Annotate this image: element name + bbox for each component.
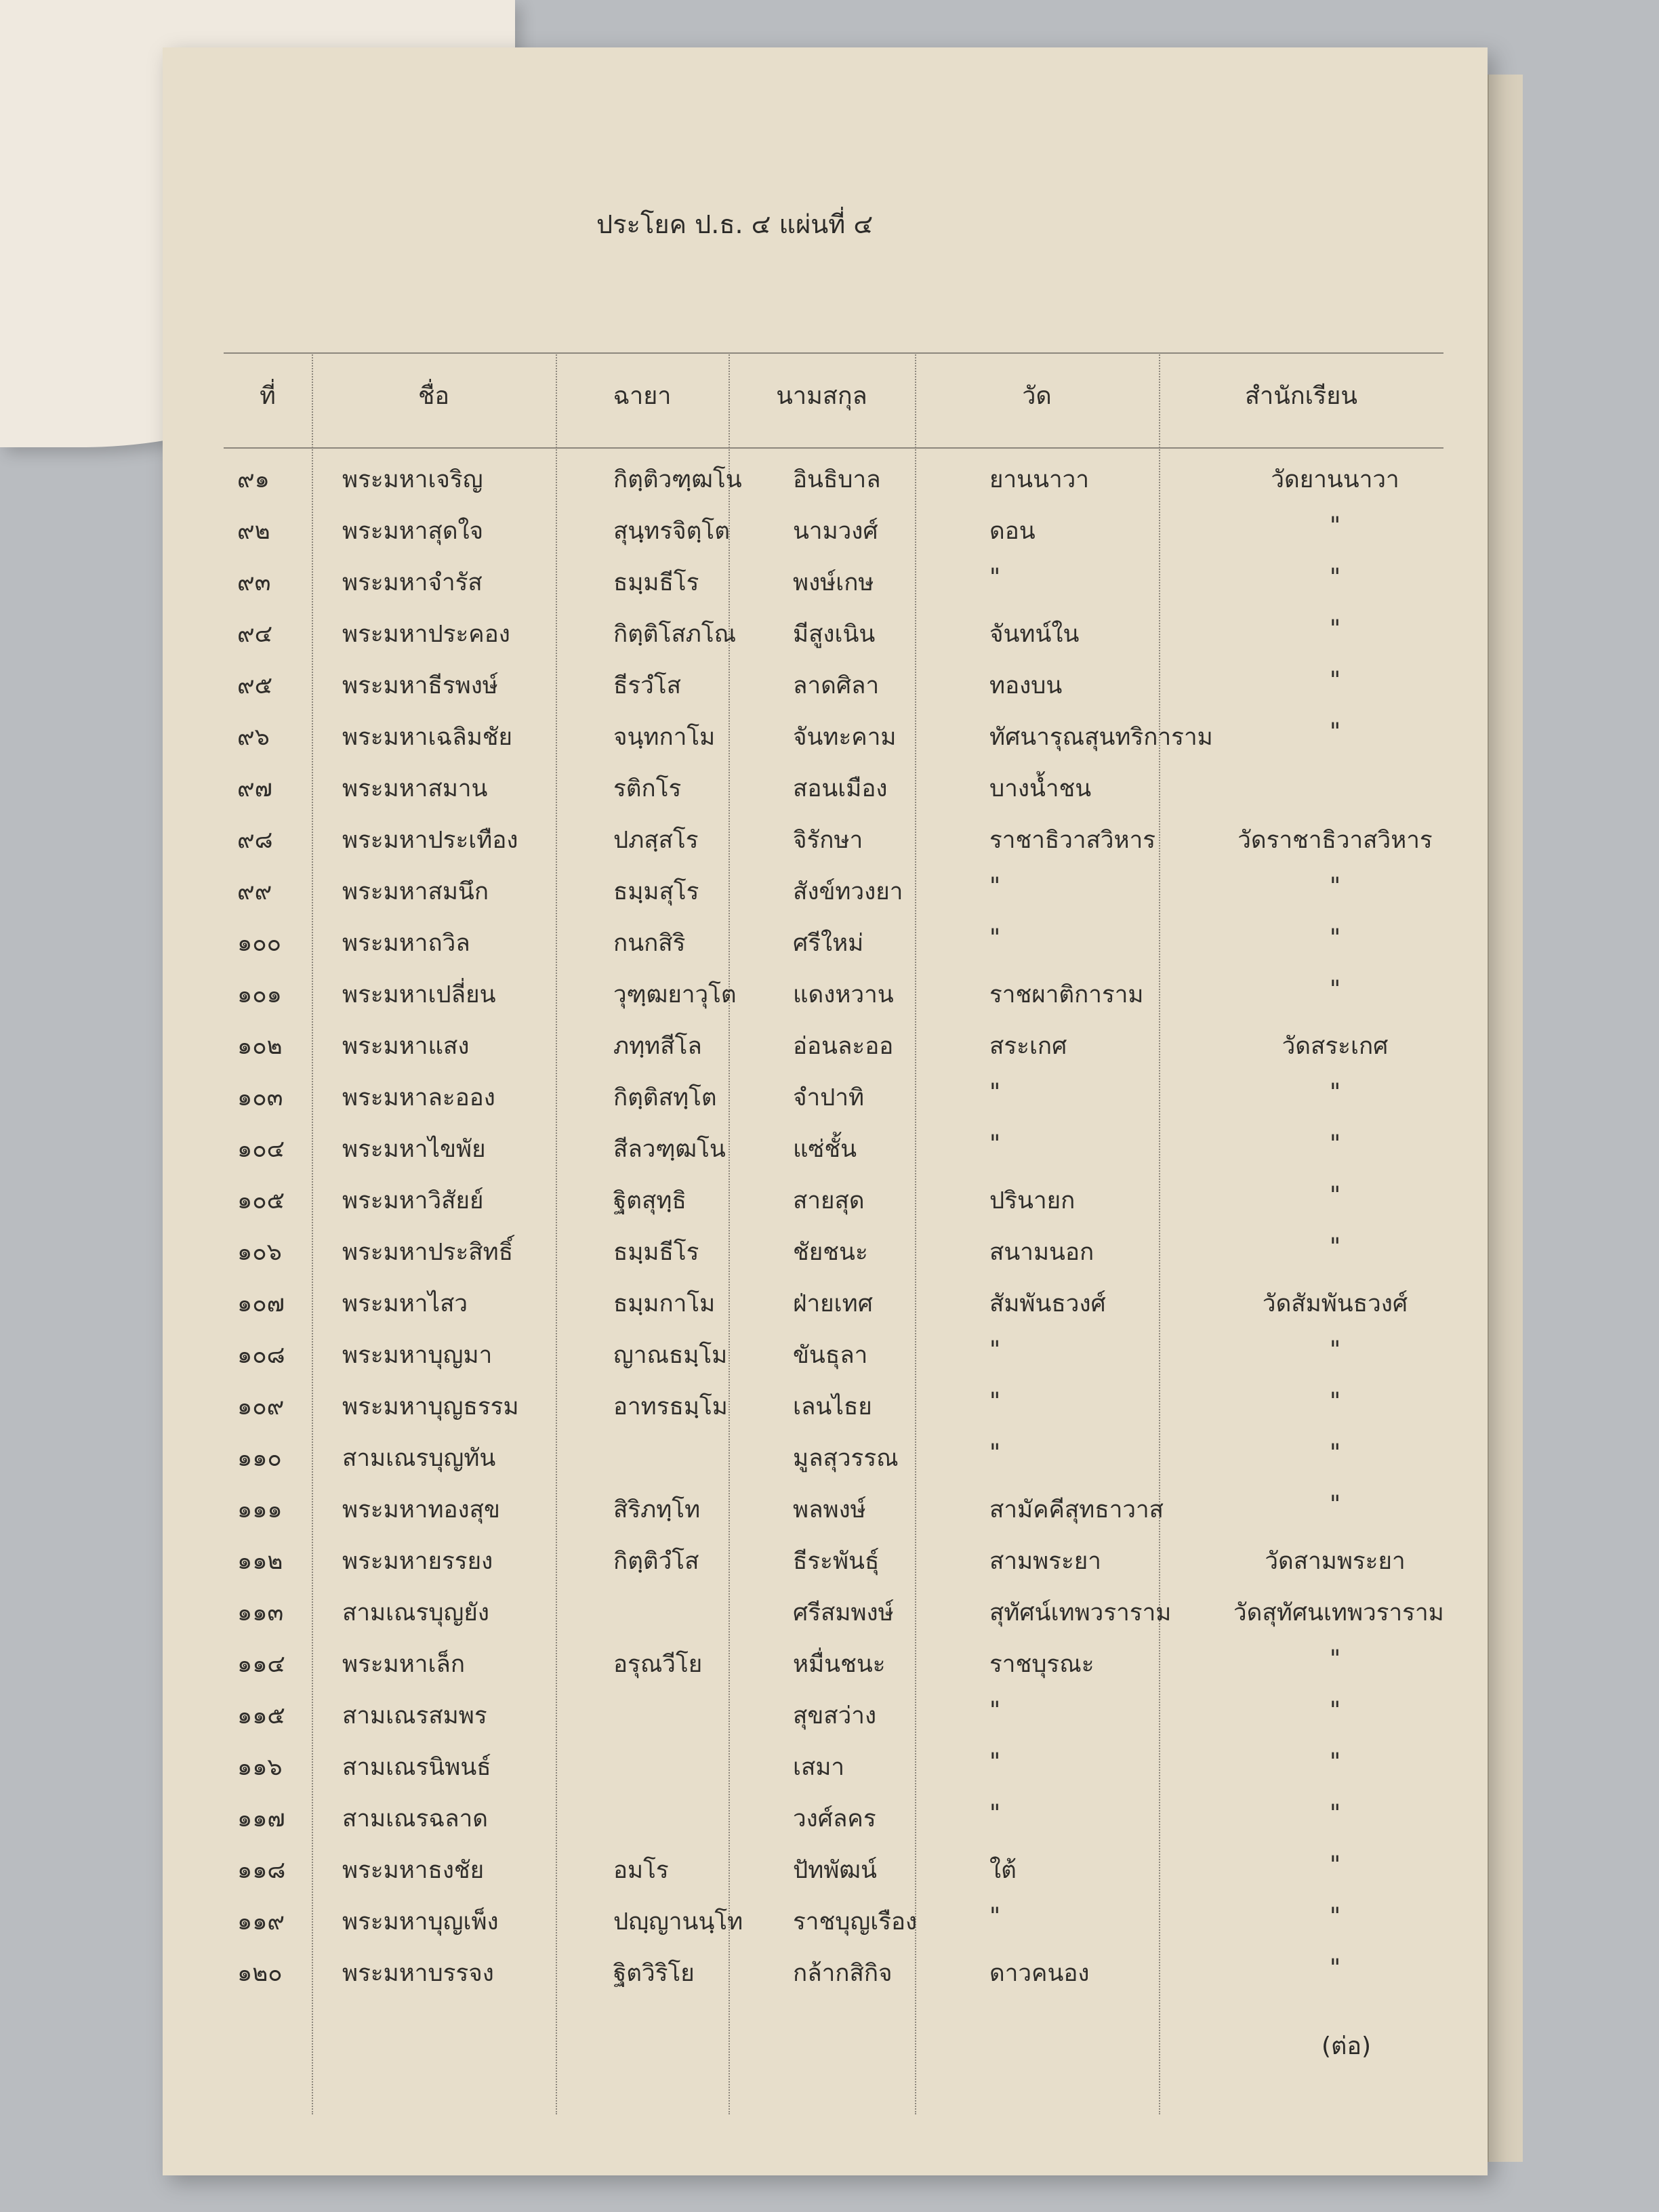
- table-row: [224, 1594, 1443, 1645]
- row-chaya: สีลวฑฺฒโน: [613, 1136, 726, 1163]
- row-number: ๑๑๖: [237, 1754, 283, 1781]
- table-row: [224, 1800, 1443, 1851]
- row-chaya: ธมฺมกาโม: [613, 1290, 716, 1317]
- row-school: ": [1329, 1954, 1341, 1982]
- row-school: ": [1329, 976, 1341, 1003]
- row-number: ๑๐๖: [237, 1239, 282, 1266]
- row-chaya: วุฑฺฒยาวุโต: [613, 981, 737, 1008]
- row-name: พระมหาเจริญ: [342, 466, 483, 493]
- row-wat: ": [989, 1079, 1001, 1106]
- row-school: ": [1329, 924, 1341, 951]
- row-name: พระมหาเปลี่ยน: [342, 981, 496, 1008]
- row-surname: สังข์ทวงยา: [793, 878, 903, 905]
- table-row: [224, 1233, 1443, 1285]
- row-school: ": [1329, 1336, 1341, 1364]
- row-number: ๑๐๔: [237, 1136, 285, 1163]
- row-surname: ขันธุลา: [793, 1342, 868, 1369]
- row-chaya: ธีรวํโส: [613, 672, 681, 699]
- row-name: พระมหาเล็ก: [342, 1651, 466, 1678]
- row-wat: ": [989, 873, 1001, 900]
- row-school: ": [1329, 1851, 1341, 1879]
- header-surname: นามสกุล: [776, 382, 867, 410]
- row-surname: จิรักษา: [793, 827, 863, 854]
- header-chaya: ฉายา: [613, 382, 672, 410]
- table-row: [224, 1542, 1443, 1594]
- row-school: ": [1329, 1800, 1341, 1827]
- row-surname: นามวงศ์: [793, 518, 878, 545]
- row-number: ๑๐๒: [237, 1033, 283, 1060]
- table-row: [224, 976, 1443, 1027]
- table-row: [224, 667, 1443, 718]
- row-chaya: อมโร: [613, 1857, 669, 1884]
- table-row: [224, 770, 1443, 821]
- row-chaya: ธมฺมธีโร: [613, 569, 699, 596]
- row-name: พระมหาละออง: [342, 1084, 495, 1111]
- row-school: ": [1329, 1079, 1341, 1106]
- row-chaya: กนกสิริ: [613, 930, 686, 957]
- row-number: ๑๑๒: [237, 1548, 283, 1575]
- row-chaya: ธมฺมสุโร: [613, 878, 699, 905]
- row-name: พระมหาสมาน: [342, 775, 488, 802]
- row-name: สามเณรบุญยัง: [342, 1599, 489, 1626]
- row-school: วัดราชาธิวาสวิหาร: [1237, 827, 1433, 854]
- table-row: [224, 873, 1443, 924]
- row-surname: ธีระพันธุ์: [793, 1548, 880, 1575]
- row-number: ๙๒: [237, 518, 270, 545]
- row-school: ": [1329, 718, 1341, 745]
- row-name: สามเณรฉลาด: [342, 1805, 488, 1832]
- row-surname: วงศ์ลคร: [793, 1805, 876, 1832]
- row-number: ๙๑: [237, 466, 270, 493]
- row-chaya: อาทรธมฺโม: [613, 1393, 728, 1420]
- table-row: [224, 1182, 1443, 1233]
- row-name: พระมหาประสิทธิ์: [342, 1239, 514, 1266]
- row-number: ๑๑๓: [237, 1599, 284, 1626]
- row-wat: ": [989, 564, 1001, 591]
- table-row: [224, 1954, 1443, 2006]
- row-chaya: กิตฺติสทฺโต: [613, 1084, 717, 1111]
- row-name: พระมหาถวิล: [342, 930, 470, 957]
- row-number: ๑๐๑: [237, 981, 282, 1008]
- row-chaya: ปภสฺสโร: [613, 827, 699, 854]
- row-school: วัดสระเกศ: [1282, 1033, 1389, 1060]
- row-school: ": [1329, 1491, 1341, 1518]
- row-surname: กล้ากสิกิจ: [793, 1960, 893, 1987]
- table-row: [224, 1130, 1443, 1182]
- header-no: ที่: [260, 382, 276, 410]
- row-wat: ": [989, 1800, 1001, 1827]
- row-chaya: ปญฺญานนฺโท: [613, 1908, 743, 1936]
- row-wat: ": [989, 924, 1001, 951]
- row-wat: ": [989, 1697, 1001, 1724]
- row-wat: ": [989, 1439, 1001, 1467]
- row-wat: จันทน์ใน: [989, 621, 1080, 648]
- row-surname: มูลสุวรรณ: [793, 1445, 899, 1472]
- row-number: ๑๐๓: [237, 1084, 283, 1111]
- row-number: ๙๓: [237, 569, 271, 596]
- row-school: วัดสัมพันธวงศ์: [1262, 1290, 1408, 1317]
- row-school: ": [1329, 1130, 1341, 1158]
- row-surname: จำปาทิ: [793, 1084, 865, 1111]
- row-wat: ทองบน: [989, 672, 1063, 699]
- row-wat: บางน้ำชน: [989, 775, 1092, 802]
- row-wat: ดอน: [989, 518, 1036, 545]
- row-chaya: สุนฺทรจิตฺโต: [613, 518, 730, 545]
- table-row: [224, 1491, 1443, 1542]
- table-row: [224, 615, 1443, 667]
- table-row: [224, 1336, 1443, 1388]
- row-wat: สระเกศ: [989, 1033, 1067, 1060]
- header-wat: วัด: [1022, 382, 1052, 410]
- row-wat: ราชาธิวาสวิหาร: [989, 827, 1156, 854]
- row-number: ๑๐๐: [237, 930, 281, 957]
- row-name: พระมหาแสง: [342, 1033, 470, 1060]
- row-number: ๙๕: [237, 672, 273, 699]
- row-wat: สัมพันธวงศ์: [989, 1290, 1106, 1317]
- table-row: [224, 924, 1443, 976]
- row-school: วัดยานนาวา: [1271, 466, 1399, 493]
- row-school: วัดสุทัศนเทพวราราม: [1233, 1599, 1444, 1626]
- row-surname: เลนไธย: [793, 1393, 872, 1420]
- table-row: [224, 1079, 1443, 1130]
- row-number: ๙๙: [237, 878, 272, 905]
- row-surname: หมื่นชนะ: [793, 1651, 886, 1678]
- row-surname: พงษ์เกษ: [793, 569, 874, 596]
- row-wat: ยานนาวา: [989, 466, 1089, 493]
- row-name: พระมหาสมนึก: [342, 878, 489, 905]
- row-surname: ฝ่ายเทศ: [793, 1290, 873, 1317]
- row-wat: ดาวคนอง: [989, 1960, 1090, 1987]
- row-surname: ชัยชนะ: [793, 1239, 868, 1266]
- row-school: ": [1329, 1697, 1341, 1724]
- header-school: สำนักเรียน: [1245, 382, 1357, 410]
- row-name: พระมหาประคอง: [342, 621, 510, 648]
- row-name: พระมหาบุญเพ็ง: [342, 1908, 499, 1936]
- row-wat: สามัคคีสุทธาวาส: [989, 1496, 1164, 1523]
- row-school: ": [1329, 564, 1341, 591]
- row-surname: อ่อนละออ: [793, 1033, 894, 1060]
- row-surname: จันทะคาม: [793, 724, 897, 751]
- row-number: ๑๐๗: [237, 1290, 285, 1317]
- row-name: พระมหาจำรัส: [342, 569, 483, 596]
- row-surname: เสมา: [793, 1754, 845, 1781]
- row-school: ": [1329, 873, 1341, 900]
- row-surname: สอนเมือง: [793, 775, 888, 802]
- row-chaya: สิริภทฺโท: [613, 1496, 701, 1523]
- row-number: ๑๐๘: [237, 1342, 285, 1369]
- row-chaya: จนฺทกาโม: [613, 724, 716, 751]
- row-number: ๙๖: [237, 724, 270, 751]
- row-school: ": [1329, 1645, 1341, 1673]
- paper-edge: [1488, 75, 1523, 2162]
- row-surname: ลาดศิลา: [793, 672, 880, 699]
- table-row: [224, 1748, 1443, 1800]
- row-name: พระมหาไสว: [342, 1290, 468, 1317]
- row-number: ๑๑๐: [237, 1445, 282, 1472]
- row-school: ": [1329, 512, 1341, 539]
- row-wat: ราชบุรณะ: [989, 1651, 1094, 1678]
- row-name: พระมหาธีรพงษ์: [342, 672, 498, 699]
- table-row: [224, 1439, 1443, 1491]
- table-row: [224, 1027, 1443, 1079]
- row-school: ": [1329, 667, 1341, 694]
- row-school: วัดสามพระยา: [1265, 1548, 1406, 1575]
- continued-note: (ต่อ): [1322, 2032, 1372, 2060]
- row-chaya: กิตฺติวํโส: [613, 1548, 699, 1575]
- row-wat: ทัศนารุณสุนทริการาม: [989, 724, 1213, 751]
- row-surname: ราชบุญเรือง: [793, 1908, 918, 1936]
- row-name: สามเณรนิพนธ์: [342, 1754, 491, 1781]
- row-school: ": [1329, 1388, 1341, 1415]
- row-name: สามเณรบุญทัน: [342, 1445, 496, 1472]
- row-name: พระมหาบุญธรรม: [342, 1393, 519, 1420]
- row-wat: ปรินายก: [989, 1187, 1076, 1214]
- row-surname: พลพงษ์: [793, 1496, 866, 1523]
- row-chaya: ฐิตวิริโย: [613, 1960, 695, 1987]
- row-number: ๑๐๕: [237, 1187, 285, 1214]
- row-name: พระมหายรรยง: [342, 1548, 493, 1575]
- row-name: พระมหาบุญมา: [342, 1342, 493, 1369]
- table-row: [224, 512, 1443, 564]
- row-chaya: ภทฺทสีโล: [613, 1033, 702, 1060]
- document-title: ประโยค ป.ธ. ๔ แผ่นที่ ๔: [596, 209, 874, 239]
- row-wat: ": [989, 1388, 1001, 1415]
- row-surname: แซ่ชั้น: [793, 1136, 857, 1163]
- row-school: ": [1329, 615, 1341, 642]
- row-wat: สุทัศน์เทพวราราม: [989, 1599, 1172, 1626]
- row-wat: ": [989, 1336, 1001, 1364]
- header-name: ชื่อ: [417, 382, 450, 410]
- row-chaya: รติกโร: [613, 775, 682, 802]
- row-name: สามเณรสมพร: [342, 1702, 487, 1729]
- table-row: [224, 718, 1443, 770]
- row-wat: ": [989, 1903, 1001, 1930]
- table-top-rule: [224, 352, 1443, 354]
- row-wat: ": [989, 1748, 1001, 1776]
- row-surname: แดงหวาน: [793, 981, 894, 1008]
- row-number: ๑๑๙: [237, 1908, 285, 1936]
- row-wat: สนามนอก: [989, 1239, 1094, 1266]
- row-number: ๙๔: [237, 621, 273, 648]
- table-row: [224, 564, 1443, 615]
- row-number: ๑๑๔: [237, 1651, 285, 1678]
- row-wat: ใต้: [989, 1857, 1017, 1884]
- row-chaya: ธมฺมธีโร: [613, 1239, 699, 1266]
- row-surname: ศรีสมพงษ์: [793, 1599, 894, 1626]
- row-surname: ปัทพัฒน์: [793, 1857, 877, 1884]
- table-row: [224, 1388, 1443, 1439]
- row-school: ": [1329, 1903, 1341, 1930]
- row-number: ๑๑๑: [237, 1496, 283, 1523]
- row-wat: ": [989, 1130, 1001, 1158]
- row-surname: อินธิบาล: [793, 466, 881, 493]
- row-school: ": [1329, 1748, 1341, 1776]
- row-number: ๙๗: [237, 775, 272, 802]
- table-row: [224, 1285, 1443, 1336]
- row-name: พระมหาไขพัย: [342, 1136, 486, 1163]
- row-number: ๑๑๕: [237, 1702, 285, 1729]
- row-surname: สุขสว่าง: [793, 1702, 877, 1729]
- row-number: ๑๒๐: [237, 1960, 283, 1987]
- row-number: ๙๘: [237, 827, 273, 854]
- row-name: พระมหาทองสุข: [342, 1496, 500, 1523]
- row-chaya: ฐิตสุทฺธิ: [613, 1187, 687, 1214]
- row-name: พระมหาบรรจง: [342, 1960, 494, 1987]
- row-name: พระมหาธงชัย: [342, 1857, 485, 1884]
- row-chaya: กิตฺติโสภโณ: [613, 621, 737, 648]
- row-school: ": [1329, 1182, 1341, 1209]
- table-row: [224, 821, 1443, 873]
- row-surname: สายสุด: [793, 1187, 865, 1214]
- row-chaya: อรุณวีโย: [613, 1651, 703, 1678]
- row-surname: มีสูงเนิน: [793, 621, 876, 648]
- row-number: ๑๐๙: [237, 1393, 285, 1420]
- table-row: [224, 461, 1443, 512]
- row-surname: ศรีใหม่: [793, 930, 864, 957]
- row-school: ": [1329, 1233, 1341, 1261]
- row-number: ๑๑๗: [237, 1805, 285, 1832]
- row-name: พระมหาสุดใจ: [342, 518, 484, 545]
- row-name: พระมหาประเทือง: [342, 827, 518, 854]
- row-name: พระมหาวิสัยย์: [342, 1187, 484, 1214]
- row-name: พระมหาเฉลิมชัย: [342, 724, 513, 751]
- row-wat: ราชผาติการาม: [989, 981, 1144, 1008]
- table-row: [224, 1697, 1443, 1748]
- row-school: ": [1329, 1439, 1341, 1467]
- table-row: [224, 1903, 1443, 1954]
- row-wat: สามพระยา: [989, 1548, 1101, 1575]
- table-row: [224, 1851, 1443, 1903]
- row-chaya: กิตฺติวฑฺฒโน: [613, 466, 742, 493]
- table-row: [224, 1645, 1443, 1697]
- row-number: ๑๑๘: [237, 1857, 286, 1884]
- header-bottom-rule: [224, 447, 1443, 449]
- row-chaya: ญาณธมฺโม: [613, 1342, 728, 1369]
